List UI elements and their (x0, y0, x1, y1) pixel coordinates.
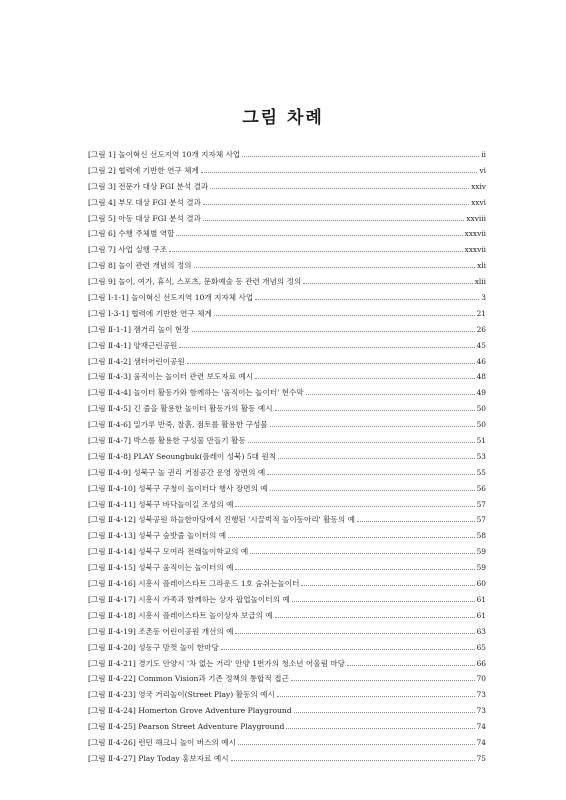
dot-leader (250, 544, 474, 554)
dot-leader (303, 274, 472, 284)
figure-entry-label: [그림 Ⅱ-4-7] 박스를 활용한 구성물 만들기 활동 (88, 436, 246, 446)
dot-leader (235, 560, 474, 570)
figure-entry-label: [그림 Ⅱ-4-20] 성동구 맘껏 놀이 한마당 (88, 642, 219, 652)
figure-entry-label: [그림 Ⅱ-4-22] Common Vision과 기존 정책의 통합적 접근 (88, 674, 289, 684)
dot-leader (277, 687, 475, 697)
figure-entry-label: [그림 Ⅱ-4-9] 성북구 놀 권리 거점공간 운영 장면의 예 (88, 467, 266, 477)
figure-entry-page-number: 60 (476, 579, 486, 589)
dot-leader (187, 354, 475, 364)
dot-leader (347, 656, 475, 666)
figure-entry-page-number: xxviii (466, 213, 486, 223)
figure-entry-label: [그림 Ⅱ-4-4] 놀이터 활동가와 함께하는 '움직이는 놀이터' 현수막 (88, 388, 304, 398)
dot-leader (214, 306, 475, 316)
figure-entry-page-number: ii (481, 150, 486, 159)
figure-entry[interactable] (88, 163, 486, 179)
figure-entry-page-number: xxvi (471, 197, 486, 207)
figure-entry[interactable] (88, 576, 486, 592)
figure-entry-page-number: 74 (476, 737, 486, 747)
dot-leader (176, 226, 462, 236)
dot-leader (267, 465, 474, 475)
figure-entry-page-number: 65 (476, 642, 486, 652)
figure-entry[interactable] (88, 433, 486, 449)
figure-entry-label: [그림 3] 전문가 대상 FGI 분석 결과 (88, 181, 209, 191)
figure-entry-label: [그림 1] 놀이혁신 선도지역 10개 지자체 사업 (88, 150, 241, 159)
figure-entry-page-number: 55 (476, 467, 486, 477)
dot-leader (275, 608, 475, 618)
dot-leader (235, 624, 474, 634)
figure-entry-page-number: 50 (476, 420, 486, 430)
dot-leader (210, 179, 469, 189)
figure-entry[interactable] (88, 179, 486, 195)
dot-leader (292, 592, 475, 602)
figure-entry-label: [그림 Ⅱ-4-2] 샘터어린이공원 (88, 356, 185, 366)
figure-entry-label: [그림 Ⅱ-4-3] 움직이는 놀이터 관련 보도자료 예시 (88, 372, 254, 382)
figure-entry-page-number: 57 (476, 515, 486, 525)
figure-entry[interactable] (88, 528, 486, 544)
figure-entry-page-number: 56 (476, 483, 486, 493)
figure-entry-page-number: xxxvii (464, 245, 486, 255)
figure-entry-label: [그림 Ⅱ-4-14] 성북구 모여라 전래놀이학교의 예 (88, 547, 249, 557)
figure-entry-label: [그림 4] 부모 대상 FGI 분석 결과 (88, 197, 201, 207)
figure-entry[interactable] (88, 322, 486, 338)
figure-entry[interactable] (88, 385, 486, 401)
figure-entry-page-number: 53 (476, 451, 486, 461)
figure-entry-page-number: 63 (476, 626, 486, 636)
figure-entry-label: [그림 Ⅱ-4-18] 시흥시 플레이스타트 놀이상자 보급의 예 (88, 610, 273, 620)
figure-entry-label: [그림 Ⅱ-4-27] Play Today 홍보자료 예시 (88, 753, 229, 763)
figure-entry[interactable] (88, 338, 486, 354)
dot-leader (286, 719, 474, 729)
figure-entry-label: [그림 Ⅱ-4-17] 시흥시 가족과 함께하는 상자 팝업놀이터의 예 (88, 594, 290, 604)
figure-entry-page-number: 58 (476, 531, 486, 541)
figure-entry-page-number: 45 (476, 340, 486, 350)
figure-entry[interactable] (88, 560, 486, 576)
figure-entry-page-number: 46 (476, 356, 486, 366)
dot-leader (194, 258, 476, 268)
figure-entry[interactable] (88, 195, 486, 211)
figure-entry-label: [그림 Ⅱ-4-24] Homerton Grove Adventure Playground (88, 706, 292, 716)
figure-entry-page-number: 61 (476, 594, 486, 604)
figure-entry-page-number: xxiv (471, 181, 486, 191)
figure-entry-page-number: 49 (476, 388, 486, 398)
dot-leader (275, 401, 475, 411)
figure-entry-label: [그림 Ⅱ-4-26] 런던 해크니 놀이 버스의 예시 (88, 737, 236, 747)
figure-entry-label: [그림 Ⅱ-1-1] 잼거리 놀이 현장 (88, 324, 190, 334)
figure-entry[interactable] (88, 544, 486, 560)
figure-entry-label: [그림 Ⅰ-3-1] 협력에 기반한 연구 체계 (88, 308, 212, 318)
figure-entry[interactable] (88, 703, 486, 719)
figure-entry-page-number: 74 (476, 722, 486, 732)
figure-entry[interactable] (88, 242, 486, 258)
figure-entry[interactable] (88, 354, 486, 370)
dot-leader (238, 735, 475, 745)
figure-entry[interactable] (88, 608, 486, 624)
dot-leader (242, 147, 479, 157)
figure-entry-page-number: 59 (476, 563, 486, 573)
figure-entry-page-number: xlii (474, 277, 486, 287)
figure-entry-label: [그림 Ⅱ-4-19] 조촌동 어린이공원 개선의 예 (88, 626, 234, 636)
figure-entry-page-number: 57 (476, 499, 486, 509)
dot-leader (235, 497, 474, 507)
figure-entry[interactable] (88, 512, 486, 528)
figure-entry[interactable] (88, 735, 486, 751)
figure-entry-label: [그림 Ⅱ-4-1] 양재근린공원 (88, 340, 178, 350)
dot-leader (228, 528, 474, 538)
dot-leader (203, 195, 469, 205)
figure-entry[interactable] (88, 417, 486, 433)
figure-entry-page-number: 21 (476, 308, 486, 318)
figure-entry-page-number: 70 (476, 674, 486, 684)
figure-entry[interactable] (88, 147, 486, 163)
figure-entry-label: [그림 Ⅱ-4-8] PLAY Seoungbuk(플레이 성북) 5대 원칙 (88, 451, 277, 461)
figure-entry-label: [그림 Ⅱ-4-21] 경기도 안양시 '차 없는 거리' 안양 1번가의 청소년 어울림 마당 (88, 658, 345, 668)
dot-leader (357, 512, 475, 522)
dot-leader (306, 385, 475, 395)
dot-leader (221, 640, 475, 650)
figure-entry-page-number: 51 (476, 436, 486, 446)
figure-entry-label: [그림 5] 아동 대상 FGI 분석 결과 (88, 213, 201, 223)
dot-leader (301, 576, 474, 586)
dot-leader (291, 671, 475, 681)
dot-leader (179, 338, 474, 348)
dot-leader (270, 417, 475, 427)
dot-leader (278, 449, 475, 459)
figure-entry[interactable] (88, 497, 486, 513)
figure-entry-page-number: 3 (481, 293, 486, 303)
figure-entry[interactable] (88, 687, 486, 703)
figure-entry-label: [그림 8] 놀이 관련 개념의 정의 (88, 261, 192, 271)
figure-entry-page-number: 73 (476, 690, 486, 700)
figure-entry-label: [그림 6] 수행 주체별 역할 (88, 229, 175, 239)
dot-leader (294, 703, 475, 713)
figure-entry-page-number: 26 (476, 324, 486, 334)
figure-entry-label: [그림 Ⅰ-1-1] 놀이혁신 선도지역 10개 지자체 사업 (88, 293, 254, 303)
figure-entry-label: [그림 2] 협력에 기반한 연구 체계 (88, 165, 199, 175)
figure-entry-page-number: xli (477, 261, 486, 271)
figure-entry[interactable] (88, 401, 486, 417)
figure-entry-page-number: 48 (476, 372, 486, 382)
dot-leader (192, 322, 475, 332)
dot-leader (270, 481, 475, 491)
figure-entry[interactable] (88, 306, 486, 322)
figure-entry[interactable] (88, 671, 486, 687)
page-title: 그림 차례 (242, 108, 324, 129)
figure-entry-label: [그림 Ⅱ-4-12] 성북공원 하늘한마당에서 진행된 '시끌벅적 놀이동아리' 활동의 예 (88, 515, 355, 525)
figure-entry-page-number: xxxvii (464, 229, 486, 239)
figure-entry[interactable] (88, 226, 486, 242)
dot-leader (231, 751, 475, 761)
figure-entry[interactable] (88, 624, 486, 640)
dot-leader (169, 242, 462, 252)
figure-entry[interactable] (88, 592, 486, 608)
figure-entry-label: [그림 Ⅱ-4-16] 시흥시 플레이스타트 그라운드 1호 숨쉬는놀이터 (88, 579, 300, 589)
figure-entry-page-number: 59 (476, 547, 486, 557)
figure-entry[interactable] (88, 274, 486, 290)
figure-entry-label: [그림 Ⅱ-4-11] 성북구 바닥놀이길 조성의 예 (88, 499, 234, 509)
dot-leader (203, 211, 464, 221)
figure-entry[interactable] (88, 449, 486, 465)
dot-leader (201, 163, 478, 173)
figure-entry[interactable] (88, 465, 486, 481)
figure-entry[interactable] (88, 481, 486, 497)
figure-entry-label: [그림 Ⅱ-4-6] 밀가루 반죽, 찰흙, 점토를 활용한 구성물 (88, 420, 268, 430)
figure-entry[interactable] (88, 640, 486, 656)
dot-leader (255, 290, 479, 300)
figure-entry-page-number: 50 (476, 404, 486, 414)
figure-entry[interactable] (88, 751, 486, 767)
figure-entry[interactable] (88, 719, 486, 735)
figure-entry[interactable] (88, 369, 486, 385)
figure-entry-label: [그림 Ⅱ-4-13] 성북구 숲밧줄 놀이터의 예 (88, 531, 227, 541)
figure-entry-label: [그림 9] 놀이, 여가, 휴식, 스포츠, 문화예술 등 관련 개념의 정의 (88, 277, 302, 287)
figure-entry-page-number: 73 (476, 706, 486, 716)
figure-entry[interactable] (88, 656, 486, 672)
figure-entry[interactable] (88, 290, 486, 306)
figure-list (88, 147, 486, 767)
figure-entry-page-number: 61 (476, 610, 486, 620)
dot-leader (248, 433, 475, 443)
figure-entry-label: [그림 7] 사업 실행 구조 (88, 245, 168, 255)
dot-leader (255, 369, 475, 379)
figure-entry-label: [그림 Ⅱ-4-25] Pearson Street Adventure Playground (88, 722, 285, 732)
figure-entry-page-number: vi (479, 165, 486, 175)
figure-entry-label: [그림 Ⅱ-4-5] 긴 줄을 활용한 놀이터 활동가의 활동 예시 (88, 404, 273, 414)
figure-entry[interactable] (88, 211, 486, 227)
figure-entry-page-number: 75 (476, 753, 486, 763)
figure-entry-label: [그림 Ⅱ-4-15] 성북구 움직이는 놀이터의 예 (88, 563, 234, 573)
figure-entry-label: [그림 Ⅱ-4-23] 영국 거리놀이(Street Play) 활동의 예시 (88, 690, 275, 700)
figure-entry[interactable] (88, 258, 486, 274)
figure-entry-page-number: 66 (476, 658, 486, 668)
figure-entry-label: [그림 Ⅱ-4-10] 성북구 구청이 놀이터다 행사 장면의 예 (88, 483, 268, 493)
